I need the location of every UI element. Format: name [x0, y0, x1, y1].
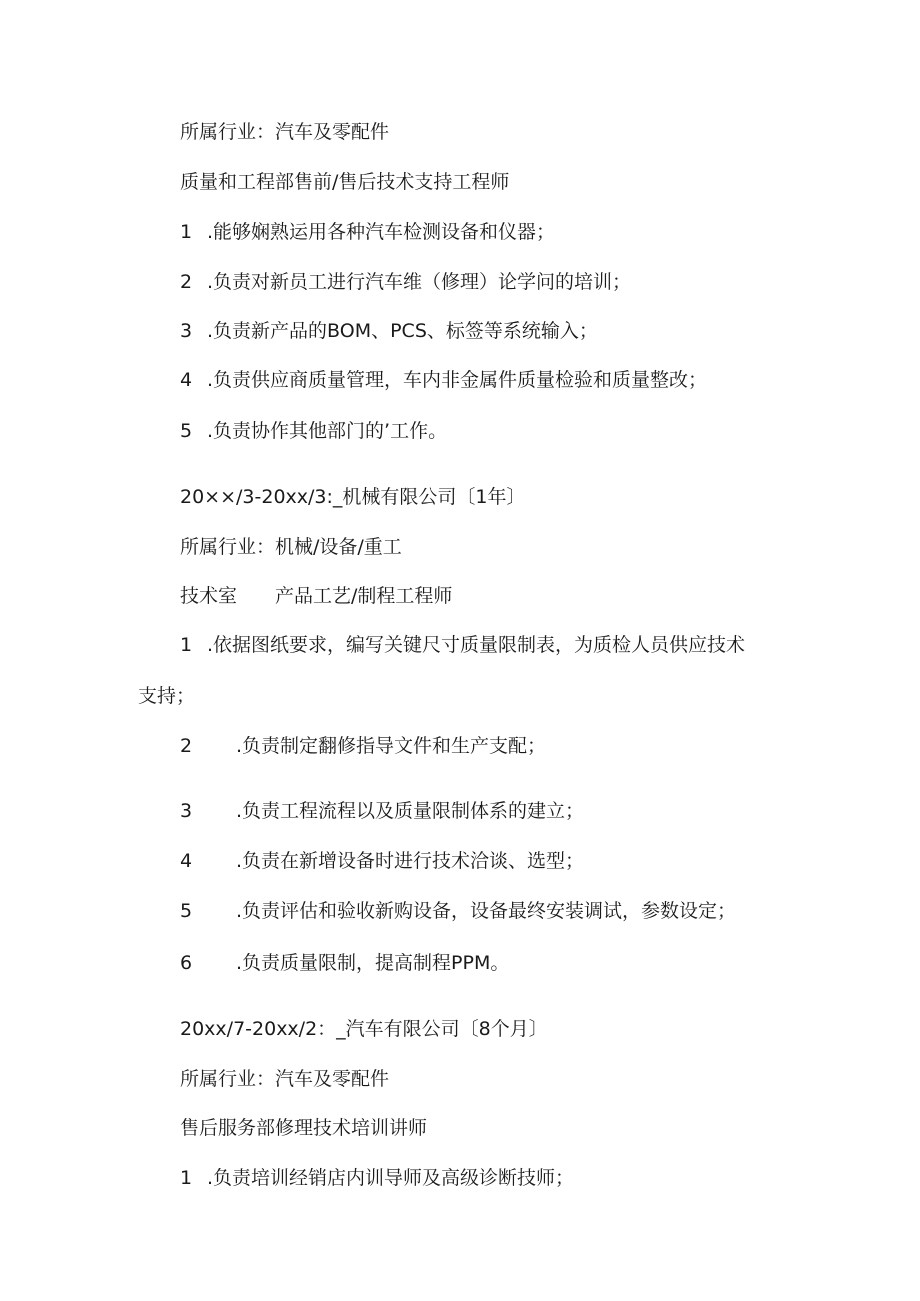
- industry-line: 所属行业：汽车及零配件: [180, 121, 390, 143]
- duty-item: 1 .依据图纸要求，编写关键尺寸质量限制表，为质检人员供应技术: [180, 634, 746, 656]
- employment-period-line: 20xx/7-20xx/2：_汽车有限公司〔8个月〕: [180, 1018, 548, 1040]
- duty-item: 6 .负责质量限制，提高制程PPM。: [180, 952, 510, 974]
- duty-item: 4 .负责供应商质量管理，车内非金属件质量检验和质量整改；: [180, 369, 708, 391]
- industry-line: 所属行业：汽车及零配件: [180, 1068, 390, 1090]
- job-title-line: 质量和工程部售前/售后技术支持工程师: [180, 171, 510, 193]
- duty-item: 1 .负责培训经销店内训导师及高级诊断技师；: [180, 1167, 575, 1189]
- duty-item: 2 .负责对新员工进行汽车维（修理）论学问的培训；: [180, 271, 632, 293]
- industry-line: 所属行业：机械/设备/重工: [180, 536, 402, 558]
- employment-period-line: 20××/3-20xx/3:_机械有限公司〔1年〕: [180, 486, 526, 508]
- duty-item: 3 .负责工程流程以及质量限制体系的建立；: [180, 800, 585, 822]
- job-title-line: 售后服务部修理技术培训讲师: [180, 1117, 428, 1139]
- duty-item: 2 .负责制定翻修指导文件和生产支配；: [180, 735, 547, 757]
- duty-item: 5 .负责协作其他部门的’工作。: [180, 420, 448, 442]
- duty-item-continuation: 支持；: [138, 685, 196, 707]
- duty-item: 4 .负责在新增设备时进行技术洽谈、选型；: [180, 850, 585, 872]
- duty-item: 1 .能够娴熟运用各种汽车检测设备和仪器；: [180, 221, 556, 243]
- duty-item: 3 .负责新产品的BOM、PCS、标签等系统输入；: [180, 320, 598, 342]
- duty-item: 5 .负责评估和验收新购设备，设备最终安装调试，参数设定；: [180, 900, 737, 922]
- job-title-line: 技术室 产品工艺/制程工程师: [180, 585, 453, 607]
